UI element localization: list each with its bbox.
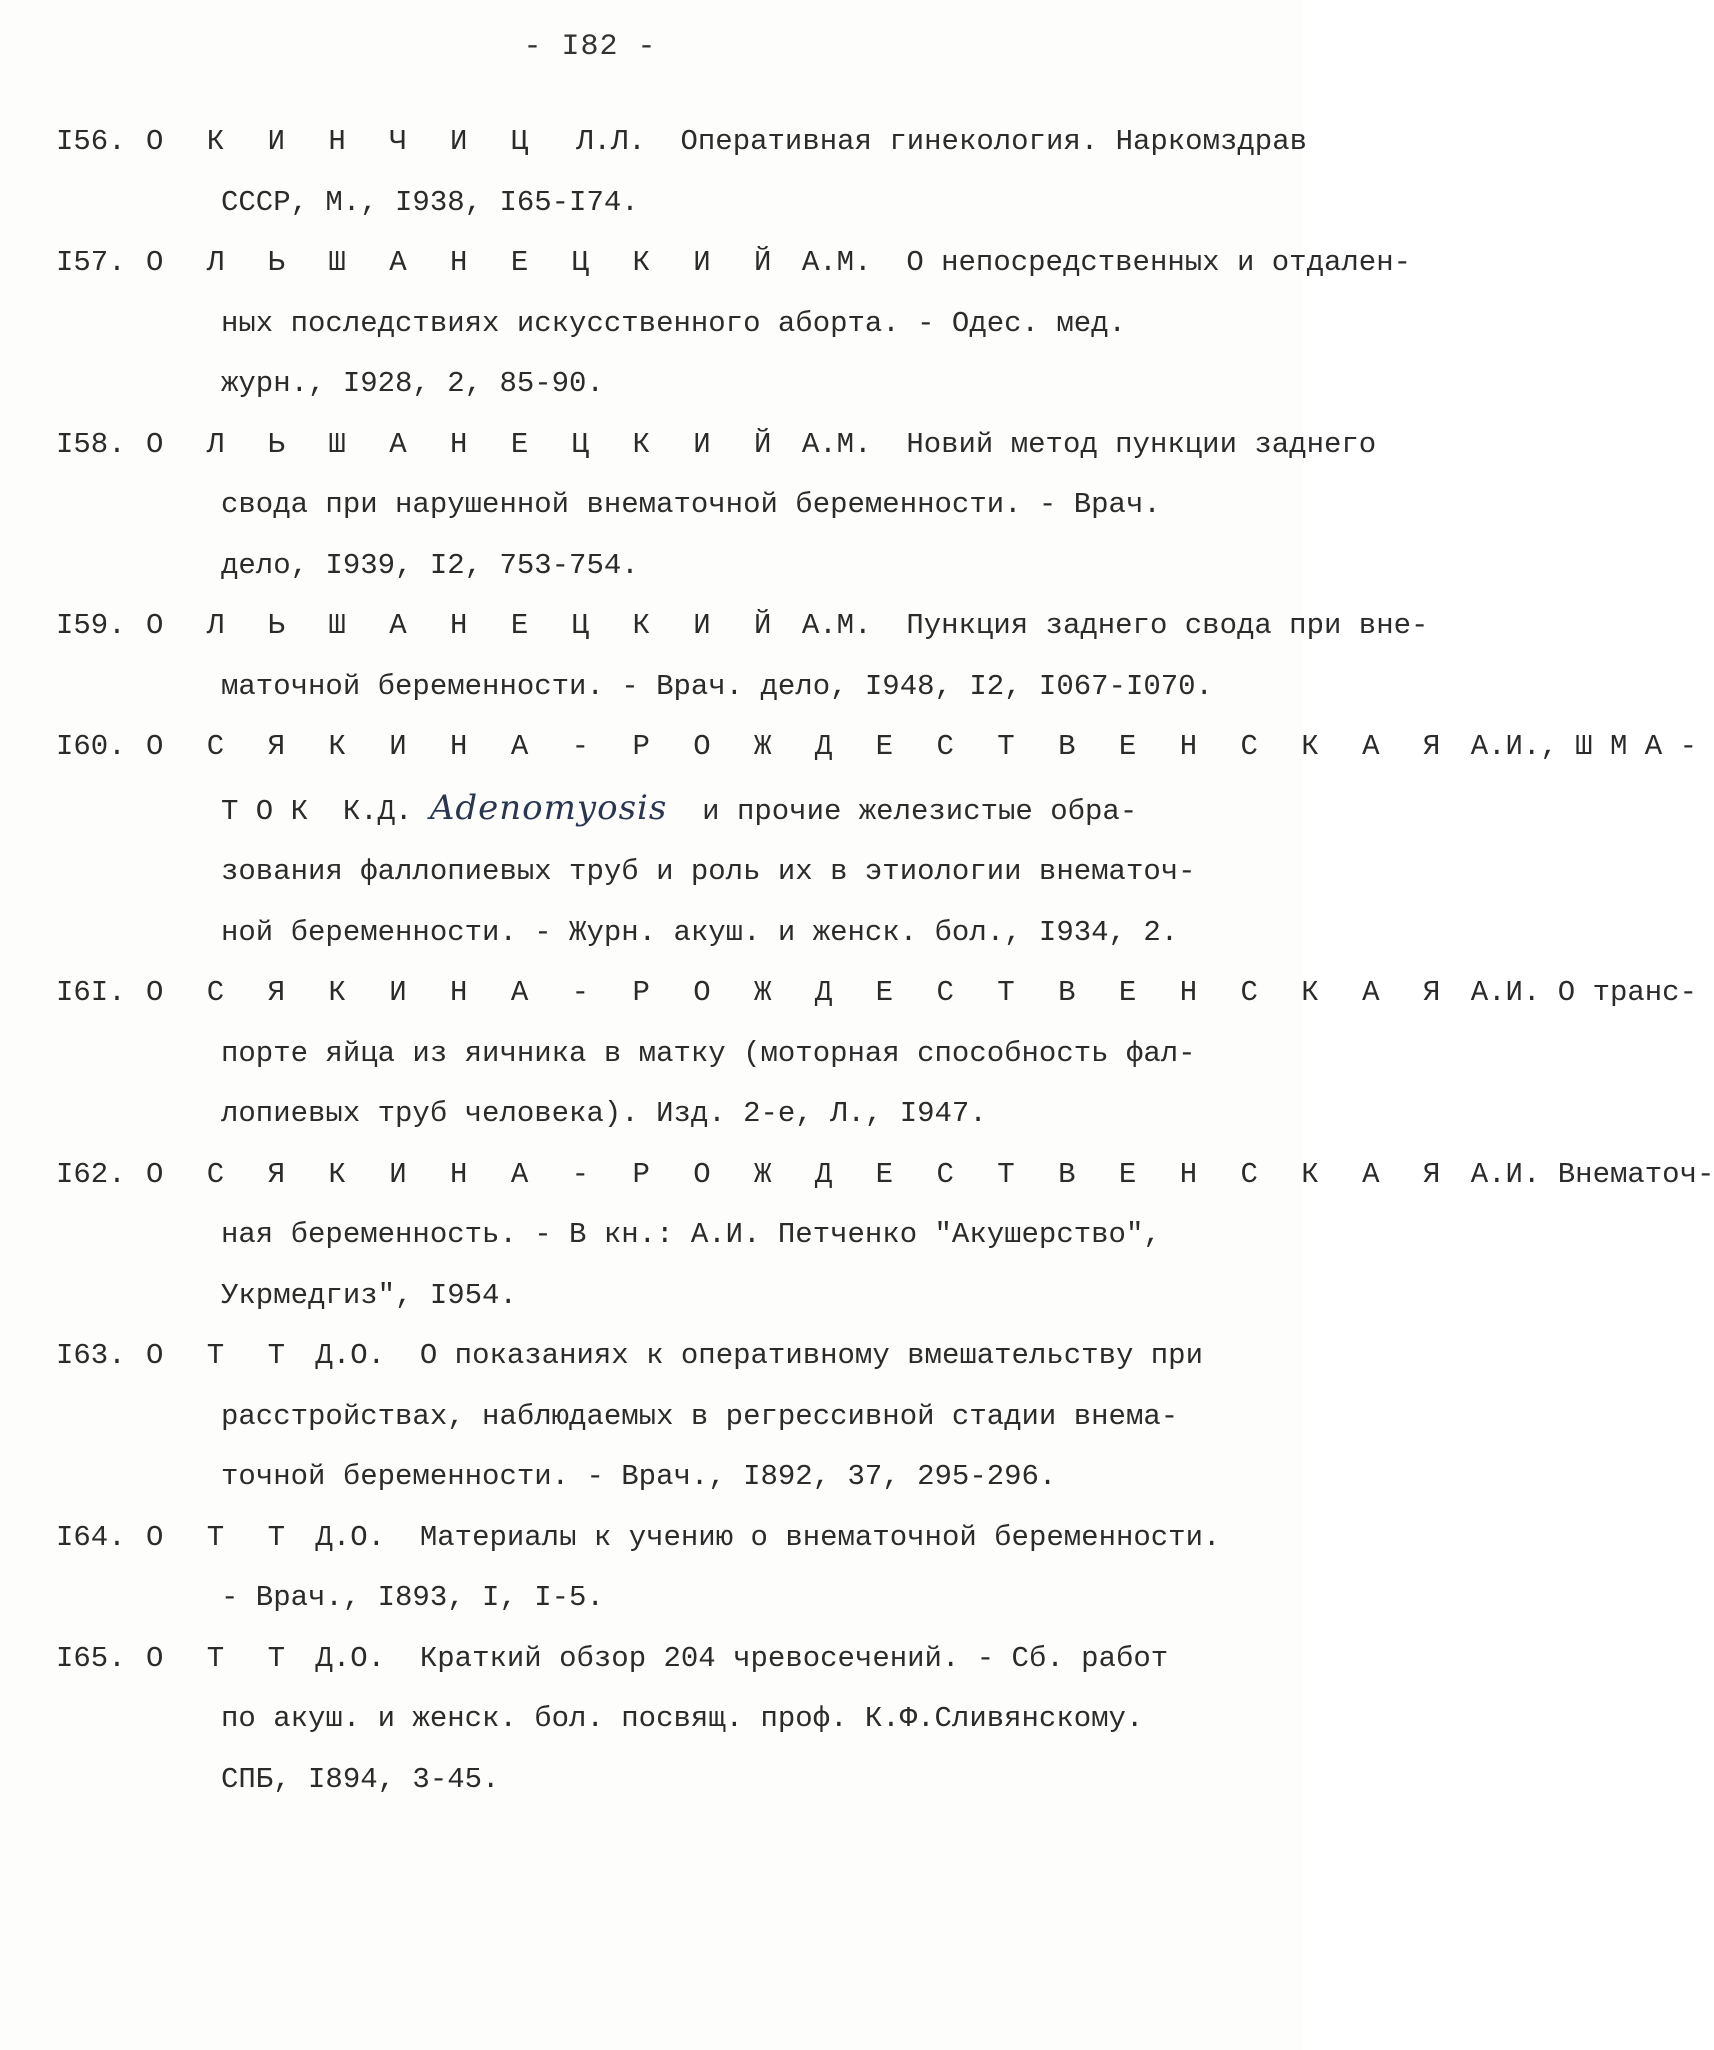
bibliography-list <box>56 112 1714 1810</box>
entry-author: О Т Т <box>146 1641 299 1675</box>
page-number: - I82 - <box>523 30 657 64</box>
entry-line: порте яйца из яичника в матку (моторная способность фал- <box>221 1036 1196 1070</box>
entry-number: I65. <box>56 1641 126 1675</box>
entry-initials: А.М. <box>801 427 872 461</box>
entry-author: О С Я К И Н А - Р О Ж Д Е С Т В Е Н С К А Я <box>146 976 1454 1009</box>
entry-first-line <box>56 1508 1256 1569</box>
entry-author: О С Я К И Н А - Р О Ж Д Е С Т В Е Н С К А Я <box>146 730 1454 763</box>
bibliography-entry <box>56 415 1377 597</box>
bibliography-entry <box>56 1145 1714 1327</box>
entry-number: I58. <box>56 427 126 461</box>
entry-author: О Т Т <box>146 1520 299 1554</box>
entry-line: лопиевых труб человека). Изд. 2-е, Л., I947. <box>221 1097 987 1130</box>
entry-coauthor: Т О К К.Д. <box>221 794 413 828</box>
bibliography-entry <box>56 963 1697 1145</box>
entry-line: Укрмедгиз", I954. <box>221 1278 517 1312</box>
entry-first-line <box>56 596 1429 657</box>
entry-line: маточной беременности. - Врач. дело, I948, I2, I067-I070. <box>221 669 1213 703</box>
entry-initials: А.И. <box>1470 1157 1541 1191</box>
entry-first-line <box>56 1629 1256 1690</box>
entry-number: I56. <box>56 125 126 158</box>
entry-number: I62. <box>56 1157 126 1191</box>
entry-number: I64. <box>56 1520 126 1554</box>
entry-line: свода при нарушенной внематочной беременности. - Врач. <box>221 488 1161 521</box>
entry-line: дело, I939, I2, 753-754. <box>221 548 639 582</box>
entry-initials: А.И. <box>1470 976 1541 1009</box>
entry-second-line <box>56 778 1256 843</box>
bibliography-entry <box>56 1629 1256 1811</box>
bibliography-entry <box>56 1326 1256 1508</box>
entry-author: О С Я К И Н А - Р О Ж Д Е С Т В Е Н С К А Я <box>146 1157 1454 1191</box>
entry-initials: А.М. <box>801 609 872 642</box>
entry-number: I6I. <box>56 976 126 1009</box>
entry-first-line <box>56 112 1308 173</box>
entry-first-line <box>56 1326 1256 1387</box>
entry-text: и прочие железистые обра- <box>667 794 1138 828</box>
entry-text: Внематоч- <box>1557 1157 1714 1191</box>
entry-initials: Д.О. <box>315 1339 386 1372</box>
bibliography-entry <box>56 112 1308 233</box>
entry-author: О К И Н Ч И Ц <box>146 125 542 158</box>
entry-number: I63. <box>56 1339 126 1372</box>
entry-initials: Д.О. <box>315 1641 386 1675</box>
entry-initials: А.И., Ш М А - <box>1470 730 1697 763</box>
entry-number: I59. <box>56 609 126 642</box>
entry-line: точной беременности. - Врач., I892, 37, 295-296. <box>221 1460 1057 1493</box>
entry-author: О Л Ь Ш А Н Е Ц К И Й <box>146 246 785 279</box>
entry-text: Материалы к учению о внематочной беременности. <box>419 1520 1221 1554</box>
entry-text: Новий метод пункции заднего <box>906 427 1377 461</box>
entry-line: ных последствиях искусственного аборта. - Одес. мед. <box>221 306 1126 340</box>
entry-line: - Врач., I893, I, I-5. <box>221 1581 604 1614</box>
entry-line: зования фаллопиевых труб и роль их в этиологии внематоч- <box>221 855 1196 888</box>
bibliography-entry <box>56 596 1429 717</box>
entry-text: Краткий обзор 204 чревосечений. - Сб. работ <box>419 1641 1169 1675</box>
entry-initials: Д.О. <box>315 1520 386 1554</box>
entry-line: ная беременность. - В кн.: А.И. Петченко "Акушерство", <box>221 1218 1161 1251</box>
entry-text: О транс- <box>1557 976 1697 1009</box>
entry-first-line <box>56 1145 1714 1206</box>
entry-initials: А.М. <box>801 246 872 279</box>
bibliography-entry <box>56 233 1411 415</box>
entry-first-line <box>56 717 1697 778</box>
entry-first-line <box>56 415 1377 476</box>
entry-initials: Л.Л. <box>576 125 646 158</box>
entry-text: О непосредственных и отдален- <box>906 246 1411 279</box>
entry-line: по акуш. и женск. бол. посвящ. проф. К.Ф.Сливянскому. <box>221 1702 1144 1735</box>
entry-text: Пункция заднего свода при вне- <box>906 609 1429 642</box>
entry-author: О Л Ь Ш А Н Е Ц К И Й <box>146 609 785 642</box>
entry-first-line <box>56 233 1411 294</box>
bibliography-entry <box>56 1508 1256 1629</box>
entry-line: ной беременности. - Журн. акуш. и женск. бол., I934, 2. <box>221 915 1179 949</box>
entry-text: О показаниях к оперативному вмешательству при <box>419 1339 1203 1372</box>
entry-number: I60. <box>56 730 126 763</box>
entry-number: I57. <box>56 246 126 279</box>
entry-text: Оперативная гинекология. Наркомздрав <box>680 125 1308 158</box>
bibliography-entry <box>56 717 1697 963</box>
entry-author: О Л Ь Ш А Н Е Ц К И Й <box>146 427 785 461</box>
entry-author: О Т Т <box>146 1339 299 1372</box>
entry-line: СССР, М., I938, I65-I74. <box>221 185 639 219</box>
entry-first-line <box>56 963 1697 1024</box>
entry-line: журн., I928, 2, 85-90. <box>221 367 604 400</box>
handwritten-annotation: Adenomyosis <box>429 787 668 828</box>
entry-line: СПБ, I894, 3-45. <box>221 1762 500 1796</box>
entry-line: расстройствах, наблюдаемых в регрессивной стадии внема- <box>221 1399 1179 1433</box>
